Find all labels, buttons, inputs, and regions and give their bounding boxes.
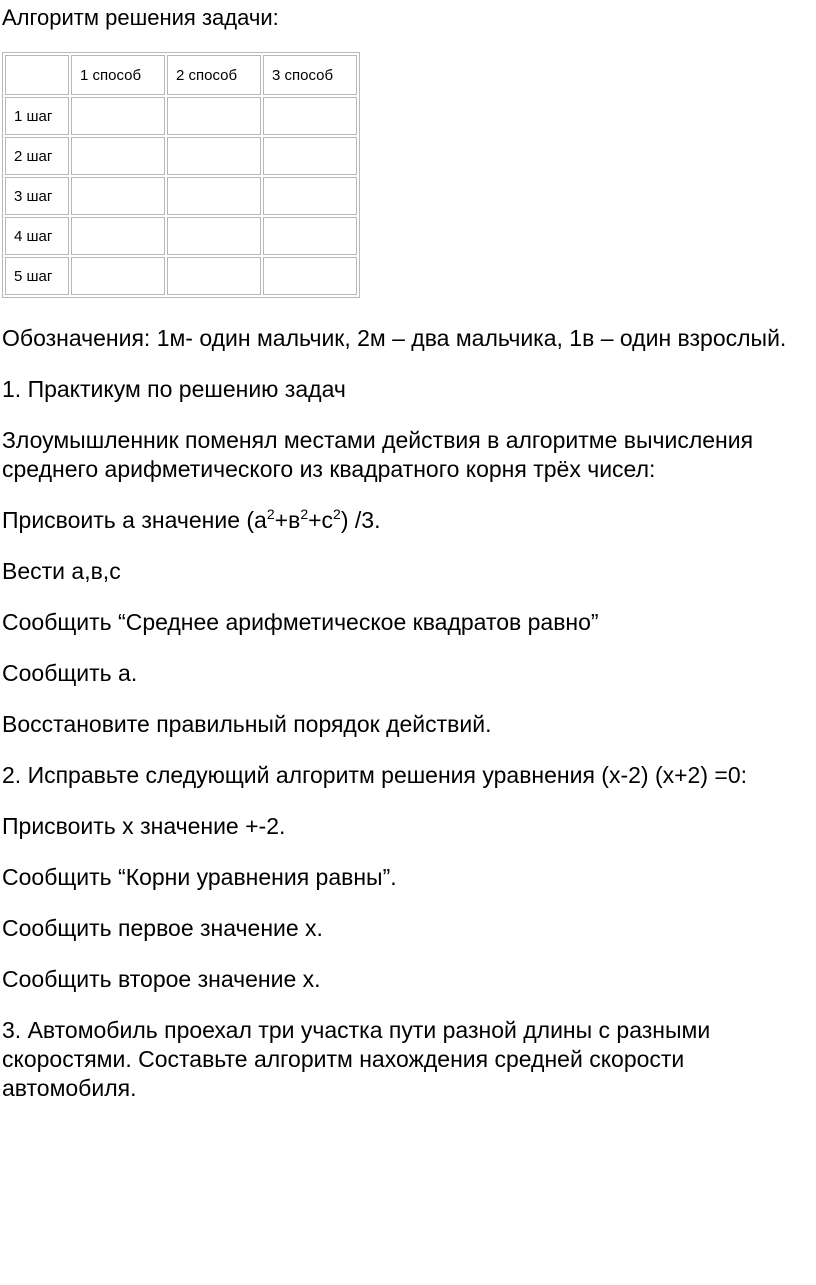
table-cell xyxy=(263,257,357,295)
exponent: 2 xyxy=(300,506,309,522)
table-row-label: 4 шаг xyxy=(5,217,69,255)
table-cell xyxy=(263,217,357,255)
section-2-title: 2. Исправьте следующий алгоритм решения уравнения (х-2) (х+2) =0: xyxy=(2,762,748,788)
table-header-cell-empty xyxy=(5,55,69,95)
table-row xyxy=(5,217,357,255)
assign-suffix: ) /3. xyxy=(340,507,381,533)
section-1-step: Сообщить а. xyxy=(2,660,138,686)
section-1-assign-step xyxy=(2,506,814,535)
table-header-cell-method-2: 2 способ xyxy=(167,55,261,95)
table-cell xyxy=(263,97,357,135)
table-cell xyxy=(263,137,357,175)
section-1-title: 1. Практикум по решению задач xyxy=(2,376,346,402)
section-1-intro: Злоумышленник поменял местами действия в алгоритме вычисления среднего арифметического из квадратного корня трёх чисел: xyxy=(2,427,754,482)
assign-mid-1: +в xyxy=(274,507,301,533)
section-2-step: Присвоить х значение +-2. xyxy=(2,813,286,839)
section-1-step: Сообщить “Среднее арифметическое квадратов равно” xyxy=(2,609,599,635)
section-1-step: Вести а,в,с xyxy=(2,558,121,584)
table-cell xyxy=(71,217,165,255)
table-row xyxy=(5,177,357,215)
table-row xyxy=(5,257,357,295)
table-row-label: 5 шаг xyxy=(5,257,69,295)
exponent: 2 xyxy=(333,506,341,522)
section-2-step: Сообщить первое значение х. xyxy=(2,915,323,941)
algorithm-table xyxy=(2,52,360,298)
table-row xyxy=(5,97,357,135)
page-heading: Алгоритм решения задачи: xyxy=(2,5,279,30)
table-cell xyxy=(167,137,261,175)
section-1-step: Восстановите правильный порядок действий. xyxy=(2,711,492,737)
table-cell xyxy=(167,177,261,215)
table-cell xyxy=(71,257,165,295)
table-cell xyxy=(71,137,165,175)
assign-prefix: Присвоить а значение (а xyxy=(2,507,267,533)
table-header-row xyxy=(5,55,357,95)
assign-mid-2: +с xyxy=(308,507,334,533)
legend-text: Обозначения: 1м- один мальчик, 2м – два мальчика, 1в – один взрослый. xyxy=(2,325,787,351)
table-cell xyxy=(167,217,261,255)
table-cell xyxy=(167,97,261,135)
table-cell xyxy=(71,97,165,135)
table-row xyxy=(5,137,357,175)
table-row-label: 2 шаг xyxy=(5,137,69,175)
document-page xyxy=(2,0,814,1103)
table-row-label: 1 шаг xyxy=(5,97,69,135)
table-row-label: 3 шаг xyxy=(5,177,69,215)
table-cell xyxy=(263,177,357,215)
table-header-cell-method-1: 1 способ xyxy=(71,55,165,95)
exponent: 2 xyxy=(266,506,275,522)
table-cell xyxy=(71,177,165,215)
section-2-step: Сообщить “Корни уравнения равны”. xyxy=(2,864,397,890)
table-header-cell-method-3: 3 способ xyxy=(263,55,357,95)
table-cell xyxy=(167,257,261,295)
section-3-title: 3. Автомобиль проехал три участка пути разной длины с разными скоростями. Составьте алгоритм нахождения средней скорости автомобиля. xyxy=(2,1017,711,1101)
section-2-step: Сообщить второе значение х. xyxy=(2,966,321,992)
